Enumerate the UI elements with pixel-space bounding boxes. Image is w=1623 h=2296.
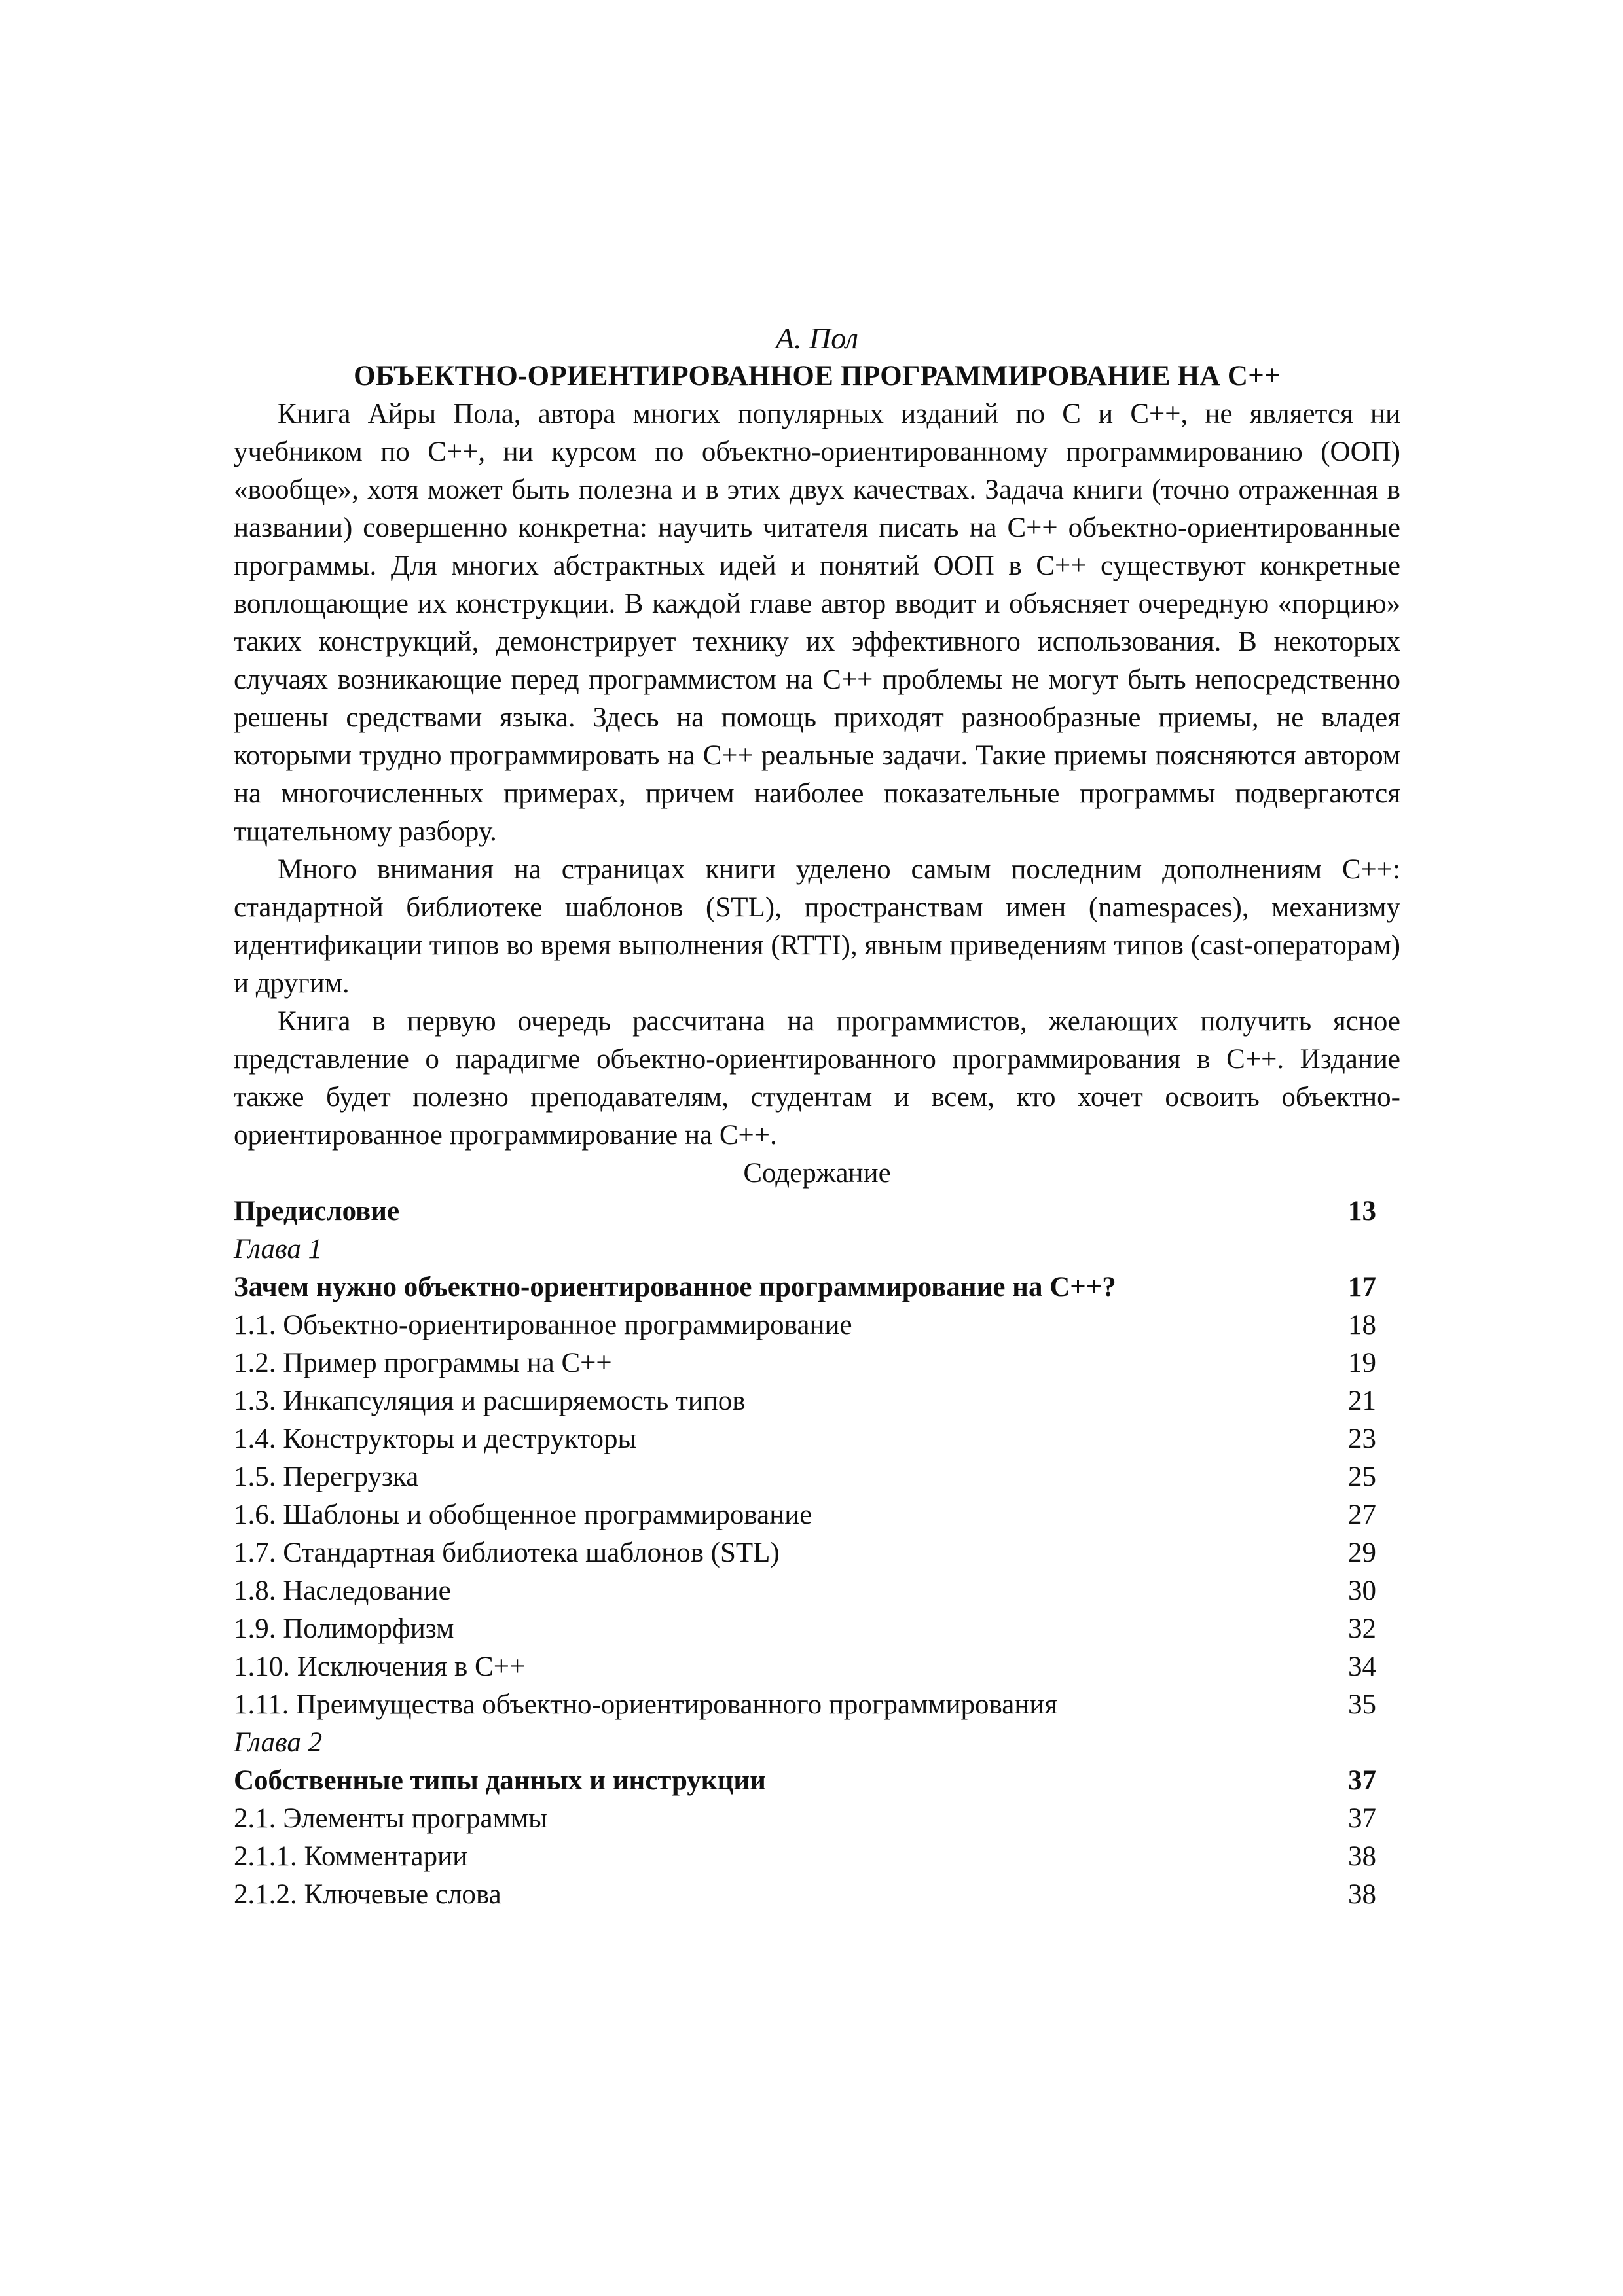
toc-entry-page: 37	[1348, 1803, 1376, 1834]
toc-entry-page: 38	[1348, 1879, 1376, 1910]
table-of-contents	[234, 1193, 1376, 1914]
toc-entry-page: 18	[1348, 1310, 1376, 1340]
toc-entry-title: 2.1.2. Ключевые слова	[234, 1879, 501, 1910]
toc-row	[234, 1420, 1376, 1458]
toc-row-chapter-2-title	[234, 1762, 1376, 1800]
book-author: А. Пол	[775, 321, 859, 355]
toc-entry-page: 13	[1348, 1196, 1376, 1227]
toc-entry-title: 1.4. Конструкторы и деструкторы	[234, 1424, 637, 1454]
toc-entry-title: 1.11. Преимущества объектно-ориентированного программирования	[234, 1689, 1058, 1720]
toc-entry-page: 17	[1348, 1272, 1376, 1302]
toc-row	[234, 1306, 1376, 1344]
toc-entry-page: 23	[1348, 1424, 1376, 1454]
toc-entry-page: 38	[1348, 1841, 1376, 1872]
toc-entry-page: 35	[1348, 1689, 1376, 1720]
toc-entry-title: 1.5. Перегрузка	[234, 1462, 419, 1492]
toc-entry-title: 2.1. Элементы программы	[234, 1803, 547, 1834]
toc-row	[234, 1572, 1376, 1610]
description-paragraph-3: Книга в первую очередь рассчитана на программистов, желающих получить ясное представление о парадигме объектно-ориентированного программирования в С++. Издание также будет полезно преподавателям, студентам и всем, кто хочет освоить объектно-ориентированное программирование на С++.	[234, 1006, 1400, 1151]
toc-row	[234, 1458, 1376, 1496]
toc-entry-page: 21	[1348, 1386, 1376, 1416]
toc-row-chapter-1	[234, 1230, 1376, 1268]
toc-entry-title: 1.2. Пример программы на С++	[234, 1348, 612, 1378]
toc-row	[234, 1686, 1376, 1724]
toc-row	[234, 1648, 1376, 1686]
toc-row	[234, 1382, 1376, 1420]
toc-entry-page: 19	[1348, 1348, 1376, 1378]
toc-heading: Содержание	[743, 1158, 891, 1189]
toc-row	[234, 1876, 1376, 1914]
toc-entry-title: 1.8. Наследование	[234, 1575, 451, 1606]
toc-entry-page: 37	[1348, 1765, 1376, 1796]
document-page	[234, 319, 1400, 1914]
toc-entry-title: 2.1.1. Комментарии	[234, 1841, 468, 1872]
book-title: ОБЪЕКТНО-ОРИЕНТИРОВАННОЕ ПРОГРАММИРОВАНИЕ НА С++	[354, 361, 1281, 391]
toc-entry-page: 29	[1348, 1537, 1376, 1568]
toc-entry-page: 34	[1348, 1651, 1376, 1682]
toc-row	[234, 1800, 1376, 1838]
toc-row	[234, 1534, 1376, 1572]
description-paragraph-2: Много внимания на страницах книги уделено самым последним дополнениям С++: стандартной библиотеке шаблонов (STL), пространствам имен (namespaces), механизму идентификации типов во время выполнения (RTTI), явным приведениям типов (cast-операторам) и другим.	[234, 854, 1400, 999]
toc-entry-title: 1.9. Полиморфизм	[234, 1613, 454, 1644]
toc-entry-page: 27	[1348, 1499, 1376, 1530]
toc-entry-title: 1.1. Объектно-ориентированное программирование	[234, 1310, 852, 1340]
toc-row	[234, 1838, 1376, 1876]
toc-entry-title: Глава 1	[234, 1234, 323, 1265]
toc-entry-title: Зачем нужно объектно-ориентированное программирование на С++?	[234, 1272, 1116, 1302]
toc-row	[234, 1610, 1376, 1648]
toc-row-preface	[234, 1193, 1376, 1230]
toc-entry-title: 1.10. Исключения в С++	[234, 1651, 526, 1682]
toc-entry-title: Глава 2	[234, 1727, 323, 1758]
toc-row-chapter-1-title	[234, 1268, 1376, 1306]
toc-entry-page: 25	[1348, 1462, 1376, 1492]
toc-entry-title: Предисловие	[234, 1196, 400, 1227]
toc-row-chapter-2	[234, 1724, 1376, 1762]
toc-entry-title: 1.6. Шаблоны и обобщенное программирование	[234, 1499, 812, 1530]
toc-row	[234, 1496, 1376, 1534]
toc-row	[234, 1344, 1376, 1382]
toc-entry-page: 30	[1348, 1575, 1376, 1606]
toc-entry-title: 1.7. Стандартная библиотека шаблонов (STL)	[234, 1537, 780, 1568]
toc-entry-title: 1.3. Инкапсуляция и расширяемость типов	[234, 1386, 746, 1416]
toc-entry-title: Собственные типы данных и инструкции	[234, 1765, 766, 1796]
toc-entry-page: 32	[1348, 1613, 1376, 1644]
description-paragraph-1: Книга Айры Пола, автора многих популярных изданий по С и С++, не является ни учебником по С++, ни курсом по объектно-ориентированному программированию (ООП) «вообще», хотя может быть полезна и в этих двух качествах. Задача книги (точно отраженная в названии) совершенно конкретна: научить читателя писать на С++ объектно-ориентированные программы. Для многих абстрактных идей и понятий ООП в С++ существуют конкретные воплощающие их конструкции. В каждой главе автор вводит и объясняет очередную «порцию» таких конструкций, демонстрирует технику их эффективного использования. В некоторых случаях возникающие перед программистом на С++ проблемы не могут быть непосредственно решены средствами языка. Здесь на помощь приходят разнообразные приемы, не владея которыми трудно программировать на С++ реальные задачи. Такие приемы поясняются автором на многочисленных примерах, причем наиболее показательные программы подвергаются тщательному разбору.	[234, 399, 1400, 847]
